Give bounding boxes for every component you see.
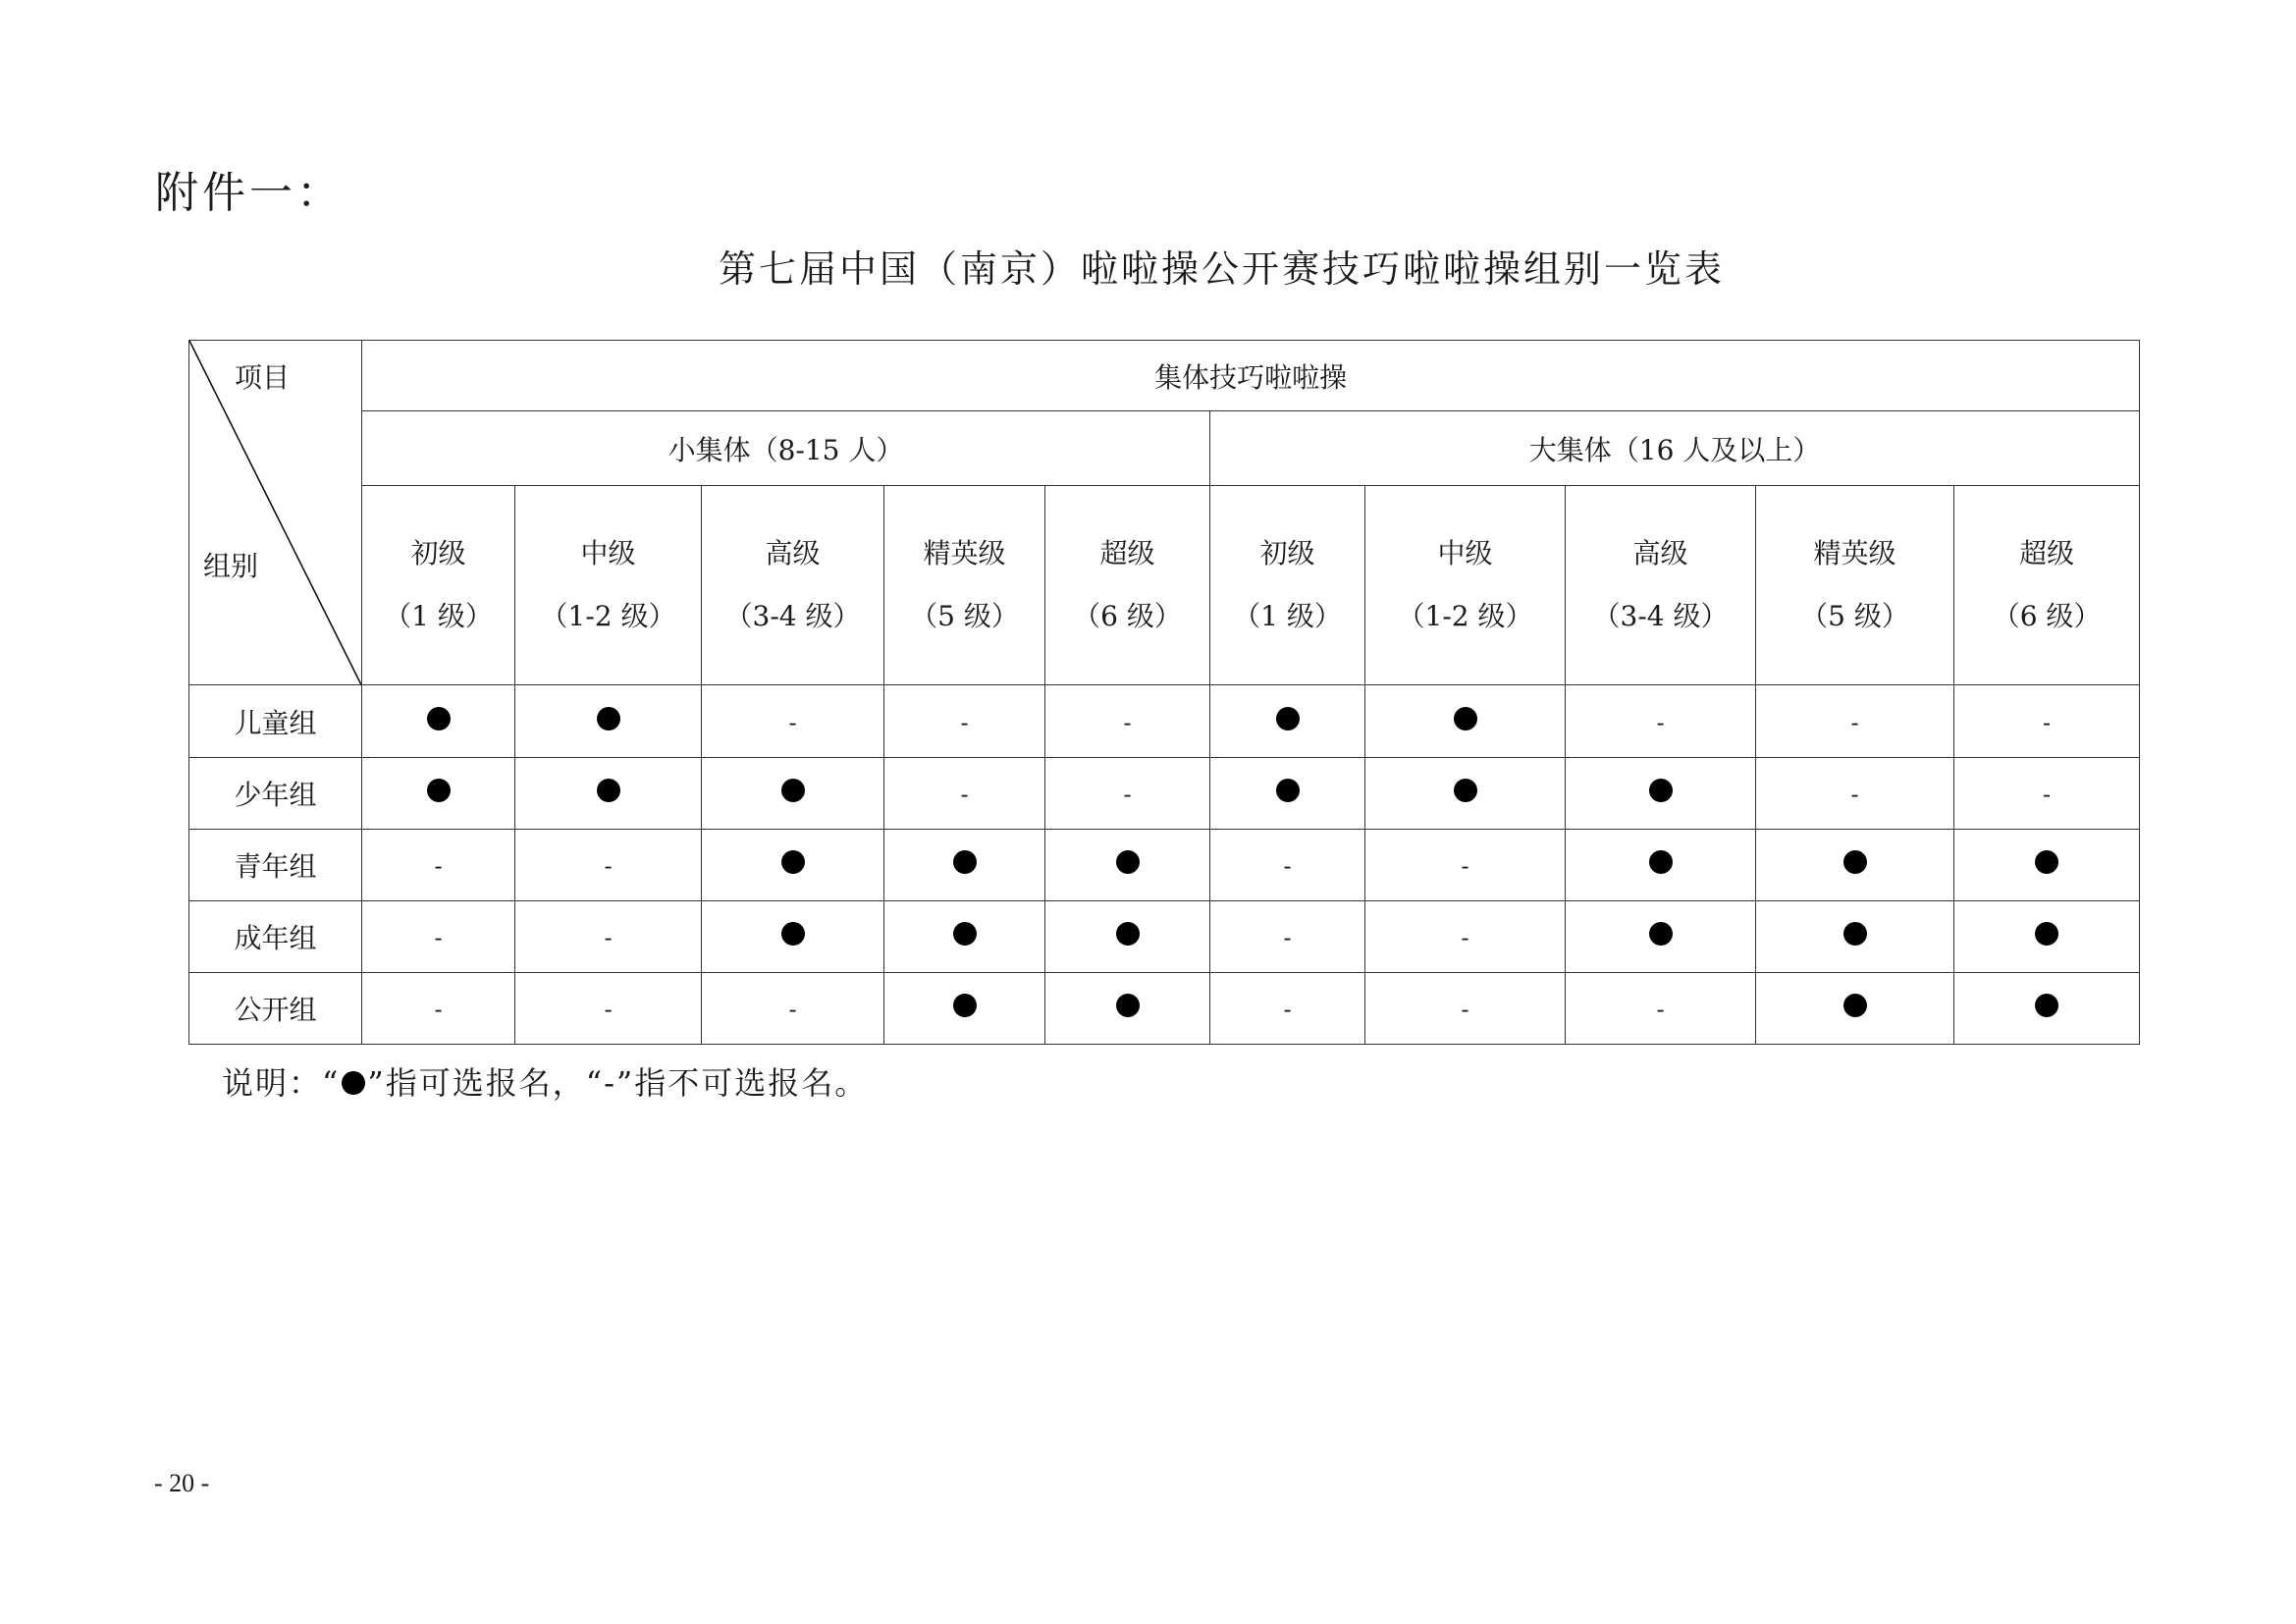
corner-group-label: 组别 [203, 550, 259, 583]
unavailable-dash: - [1123, 781, 1132, 809]
level-name: 超级 [1099, 537, 1155, 570]
level-range: （1-2 级） [1397, 600, 1533, 633]
available-dot-icon [2035, 994, 2058, 1017]
table-cell [1954, 685, 2140, 757]
level-name: 中级 [580, 537, 636, 570]
table-cell [884, 900, 1045, 972]
available-dot-icon [953, 922, 977, 946]
table-cell [702, 972, 884, 1044]
unavailable-dash: - [1656, 996, 1665, 1024]
available-dot-icon [427, 779, 451, 802]
unavailable-dash: - [788, 709, 797, 737]
available-dot-icon [953, 994, 977, 1017]
level-range: （1-2 级） [540, 600, 676, 633]
unavailable-dash: - [604, 852, 613, 881]
row-label: 青年组 [189, 829, 362, 900]
table-cell [1210, 685, 1365, 757]
unavailable-dash: - [1461, 852, 1469, 881]
group-header-large: 大集体（16 人及以上） [1210, 411, 2140, 486]
table-cell [515, 972, 702, 1044]
level-name: 高级 [1632, 537, 1688, 570]
unavailable-dash: - [434, 852, 443, 881]
table-cell [702, 829, 884, 900]
table-cell [515, 685, 702, 757]
available-dot-icon [1649, 779, 1673, 802]
table-cell [362, 829, 515, 900]
unavailable-dash: - [960, 781, 969, 809]
table-cell [1045, 685, 1210, 757]
unavailable-dash: - [2043, 709, 2052, 737]
level-header [1365, 486, 1566, 685]
category-header: 集体技巧啦啦操 [362, 341, 2140, 411]
level-name: 精英级 [1813, 537, 1896, 570]
available-dot-icon [953, 850, 977, 874]
table-cell [1210, 757, 1365, 829]
unavailable-dash: - [1283, 852, 1292, 881]
unavailable-dash: - [1123, 709, 1132, 737]
table-cell [1210, 829, 1365, 900]
table-row [189, 900, 2140, 972]
level-header [1756, 486, 1954, 685]
available-dot-icon [342, 1071, 365, 1095]
group-header-small: 小集体（8-15 人） [362, 411, 1210, 486]
table-cell [1365, 900, 1566, 972]
table-cell [1045, 829, 1210, 900]
table-row [189, 757, 2140, 829]
available-dot-icon [427, 707, 451, 731]
attachment-label: 附件一： [155, 168, 344, 218]
table-cell [884, 972, 1045, 1044]
unavailable-dash: - [1850, 709, 1859, 737]
table-cell [884, 757, 1045, 829]
level-name: 精英级 [923, 537, 1006, 570]
table-row [189, 685, 2140, 757]
table-cell [702, 757, 884, 829]
available-dot-icon [1276, 779, 1300, 802]
level-name: 高级 [765, 537, 821, 570]
row-label: 少年组 [189, 757, 362, 829]
row-label: 公开组 [189, 972, 362, 1044]
table-cell [1365, 972, 1566, 1044]
table-cell [884, 685, 1045, 757]
corner-project-label: 项目 [235, 361, 291, 394]
note-text: ”指可选报名，“-”指不可选报名。 [367, 1064, 869, 1102]
unavailable-dash: - [1283, 924, 1292, 952]
unavailable-dash: - [604, 996, 613, 1024]
table-cell [1566, 685, 1756, 757]
level-header [362, 486, 515, 685]
available-dot-icon [1276, 707, 1300, 731]
table-cell [362, 685, 515, 757]
header-corner-cell [189, 341, 362, 685]
table-cell [702, 900, 884, 972]
available-dot-icon [597, 707, 620, 731]
available-dot-icon [2035, 922, 2058, 946]
unavailable-dash: - [1461, 924, 1469, 952]
level-range: （3-4 级） [1592, 600, 1729, 633]
table-cell [1045, 900, 1210, 972]
available-dot-icon [2035, 850, 2058, 874]
available-dot-icon [1454, 707, 1477, 731]
table-row [189, 972, 2140, 1044]
table-cell [515, 900, 702, 972]
unavailable-dash: - [1461, 996, 1469, 1024]
table-cell [702, 685, 884, 757]
available-dot-icon [1649, 922, 1673, 946]
table-cell [1365, 757, 1566, 829]
available-dot-icon [597, 779, 620, 802]
table-cell [1954, 900, 2140, 972]
table-cell [1210, 900, 1365, 972]
table-cell [515, 757, 702, 829]
table-row [189, 829, 2140, 900]
level-name: 初级 [1259, 537, 1315, 570]
category-table [188, 340, 2140, 1045]
table-cell [884, 829, 1045, 900]
level-range: （1 级） [384, 600, 493, 633]
table-cell [362, 757, 515, 829]
table-cell [1954, 972, 2140, 1044]
legend-note [222, 1058, 868, 1104]
table-cell [1045, 972, 1210, 1044]
page-number: - 20 - [154, 1469, 210, 1497]
unavailable-dash: - [2043, 781, 2052, 809]
unavailable-dash: - [1850, 781, 1859, 809]
table-cell [1365, 685, 1566, 757]
table-cell [1210, 972, 1365, 1044]
unavailable-dash: - [1283, 996, 1292, 1024]
table-cell [1566, 757, 1756, 829]
available-dot-icon [781, 779, 805, 802]
level-range: （5 级） [910, 600, 1019, 633]
available-dot-icon [1649, 850, 1673, 874]
table-cell [362, 900, 515, 972]
available-dot-icon [1116, 994, 1140, 1017]
available-dot-icon [781, 850, 805, 874]
available-dot-icon [1116, 922, 1140, 946]
table-cell [1566, 900, 1756, 972]
level-range: （1 级） [1233, 600, 1342, 633]
level-name: 中级 [1437, 537, 1493, 570]
level-header [1210, 486, 1365, 685]
table-cell [1045, 757, 1210, 829]
table-cell [1566, 972, 1756, 1044]
level-header [515, 486, 702, 685]
unavailable-dash: - [434, 924, 443, 952]
table-cell [1566, 829, 1756, 900]
unavailable-dash: - [434, 996, 443, 1024]
level-header [702, 486, 884, 685]
table-cell [1756, 757, 1954, 829]
row-label: 儿童组 [189, 685, 362, 757]
table-cell [515, 829, 702, 900]
table-cell [1954, 757, 2140, 829]
available-dot-icon [1843, 994, 1867, 1017]
level-header [884, 486, 1045, 685]
table-cell [362, 972, 515, 1044]
level-name: 初级 [410, 537, 466, 570]
level-header [1954, 486, 2140, 685]
unavailable-dash: - [1656, 709, 1665, 737]
level-header [1566, 486, 1756, 685]
document-title: 第七届中国（南京）啦啦操公开赛技巧啦啦操组别一览表 [718, 247, 1725, 291]
level-range: （3-4 级） [724, 600, 861, 633]
level-range: （6 级） [1992, 600, 2102, 633]
level-range: （6 级） [1073, 600, 1182, 633]
level-name: 超级 [2019, 537, 2075, 570]
table-cell [1756, 685, 1954, 757]
available-dot-icon [1843, 850, 1867, 874]
row-label: 成年组 [189, 900, 362, 972]
table-cell [1756, 900, 1954, 972]
unavailable-dash: - [604, 924, 613, 952]
table-cell [1756, 829, 1954, 900]
table-cell [1954, 829, 2140, 900]
level-header [1045, 486, 1210, 685]
table-cell [1365, 829, 1566, 900]
available-dot-icon [1116, 850, 1140, 874]
available-dot-icon [1843, 922, 1867, 946]
note-prefix: 说明：“ [222, 1064, 341, 1102]
available-dot-icon [1454, 779, 1477, 802]
available-dot-icon [781, 922, 805, 946]
unavailable-dash: - [788, 996, 797, 1024]
level-range: （5 级） [1800, 600, 1909, 633]
table-cell [1756, 972, 1954, 1044]
unavailable-dash: - [960, 709, 969, 737]
